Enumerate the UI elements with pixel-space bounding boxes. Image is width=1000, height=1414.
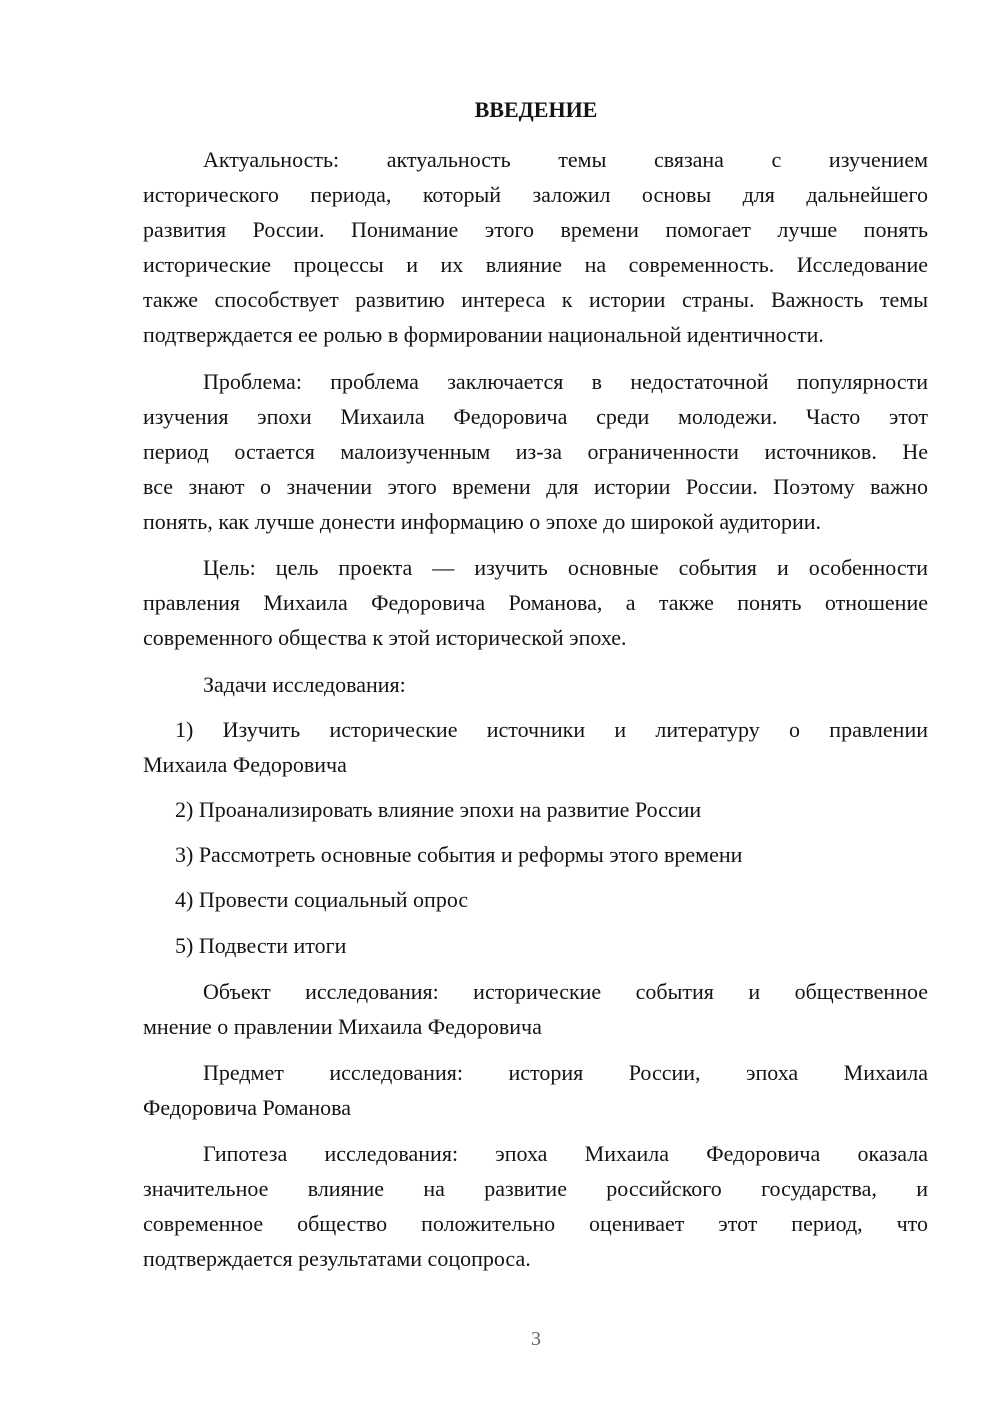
paragraph-relevance: [143, 142, 928, 352]
tasks-heading: Задачи исследования:: [203, 672, 406, 697]
text-line: Актуальность: актуальность темы связана с изучением: [203, 147, 928, 172]
text-line: Объект исследования: исторические события и общественное: [203, 979, 928, 1004]
text-line: также способствует развитию интереса к истории страны. Важность темы: [143, 287, 928, 312]
text-line: понять, как лучше донести информацию о эпохе до широкой аудитории.: [143, 509, 822, 534]
task-item-2: 2) Проанализировать влияние эпохи на развитие России: [175, 797, 702, 822]
paragraph-subject: [143, 1055, 928, 1125]
paragraph-goal: [143, 550, 928, 655]
text-line: изучения эпохи Михаила Федоровича среди молодежи. Часто этот: [143, 404, 928, 429]
task-item-5: 5) Подвести итоги: [175, 933, 347, 958]
text-line: подтверждается ее ролью в формировании национальной идентичности.: [143, 322, 824, 347]
text-line: мнение о правлении Михаила Федоровича: [143, 1014, 542, 1039]
text-line: развития России. Понимание этого времени помогает лучше понять: [143, 217, 928, 242]
section-title: ВВЕДЕНИЕ: [474, 97, 598, 122]
text-line: значительное влияние на развитие российского государства, и: [143, 1176, 928, 1201]
page-number: 3: [531, 1328, 541, 1350]
text-line: исторического периода, который заложил основы для дальнейшего: [143, 182, 928, 207]
paragraph-hypothesis: [143, 1136, 928, 1276]
text-line: Предмет исследования: история России, эпоха Михаила: [203, 1060, 928, 1085]
text-line: Цель: цель проекта — изучить основные события и особенности: [203, 555, 928, 580]
text-line: все знают о значении этого времени для истории России. Поэтому важно: [143, 474, 928, 499]
task-item-4: 4) Провести социальный опрос: [175, 887, 469, 912]
paragraph-object: [143, 974, 928, 1044]
text-line: Проблема: проблема заключается в недостаточной популярности: [203, 369, 928, 394]
text-line: Гипотеза исследования: эпоха Михаила Федоровича оказала: [203, 1141, 928, 1166]
task-item-3: 3) Рассмотреть основные события и реформы этого времени: [175, 842, 743, 867]
paragraph-problem: [143, 364, 928, 539]
text-line: Федоровича Романова: [143, 1095, 351, 1120]
text-line: период остается малоизученным из-за ограниченности источников. Не: [143, 439, 928, 464]
text-line: 1) Изучить исторические источники и литературу о правлении: [175, 717, 928, 742]
text-line: Михаила Федоровича: [143, 752, 347, 777]
text-line: исторические процессы и их влияние на современность. Исследование: [143, 252, 928, 277]
text-line: правления Михаила Федоровича Романова, а также понять отношение: [143, 590, 928, 615]
text-line: современного общества к этой исторической эпохе.: [143, 625, 627, 650]
task-item-1: [143, 712, 928, 782]
text-line: современное общество положительно оценивает этот период, что: [143, 1211, 928, 1236]
text-line: подтверждается результатами соцопроса.: [143, 1246, 531, 1271]
